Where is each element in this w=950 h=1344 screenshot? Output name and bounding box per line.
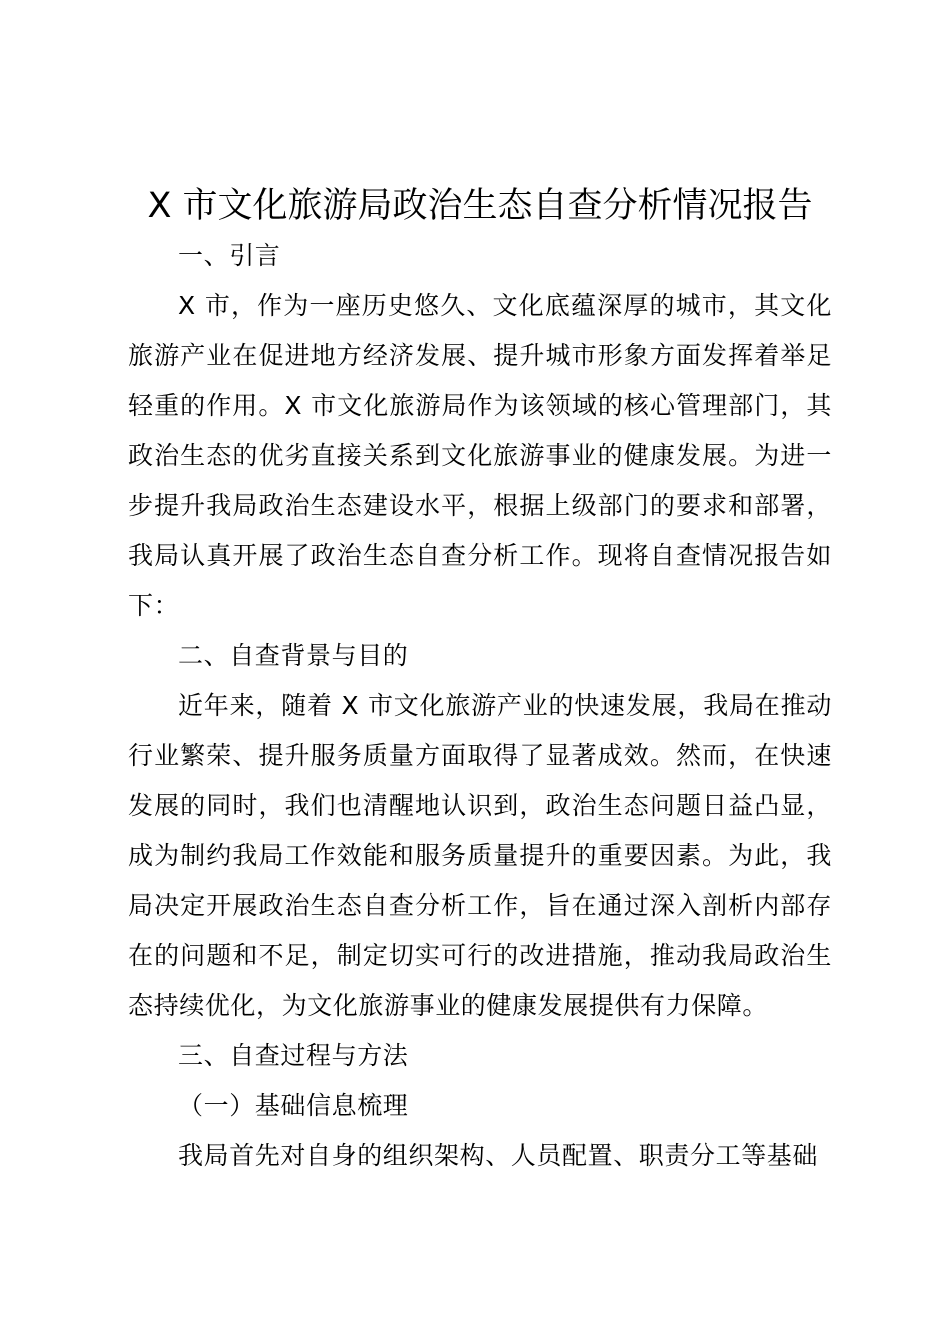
paragraph-introduction: X 市，作为一座历史悠久、文化底蕴深厚的城市，其文化旅游产业在促进地方经济发展、提升城市形象方面发挥着举足轻重的作用。X 市文化旅游局作为该领域的核心管理部门，其政治生态的优劣直接关系到文化旅游事业的健康发展。为进一步提升我局政治生态建设水平，根据上级部门的要求和部署，我局认真开展了政治生态自查分析工作。现将自查情况报告如下： [128, 291, 832, 620]
document-body [128, 231, 832, 1181]
paragraph-background: 近年来，随着 X 市文化旅游产业的快速发展，我局在推动行业繁荣、提升服务质量方面取得了显著成效。然而，在快速发展的同时，我们也清醒地认识到，政治生态问题日益凸显，成为制约我局工作效能和服务质量提升的重要因素。为此，我局决定开展政治生态自查分析工作，旨在通过深入剖析内部存在的问题和不足，制定切实可行的改进措施，推动我局政治生态持续优化，为文化旅游事业的健康发展提供有力保障。 [128, 691, 832, 1020]
document-title: X 市文化旅游局政治生态自查分析情况报告 [147, 186, 813, 226]
section-heading-background: 二、自查背景与目的 [178, 641, 409, 670]
section-heading-process: 三、自查过程与方法 [178, 1041, 409, 1070]
subsection-heading-basic-info: （一）基础信息梳理 [178, 1091, 409, 1120]
paragraph-basic-info: 我局首先对自身的组织架构、人员配置、职责分工等基础 [178, 1141, 819, 1170]
section-heading-introduction: 一、引言 [178, 241, 281, 270]
